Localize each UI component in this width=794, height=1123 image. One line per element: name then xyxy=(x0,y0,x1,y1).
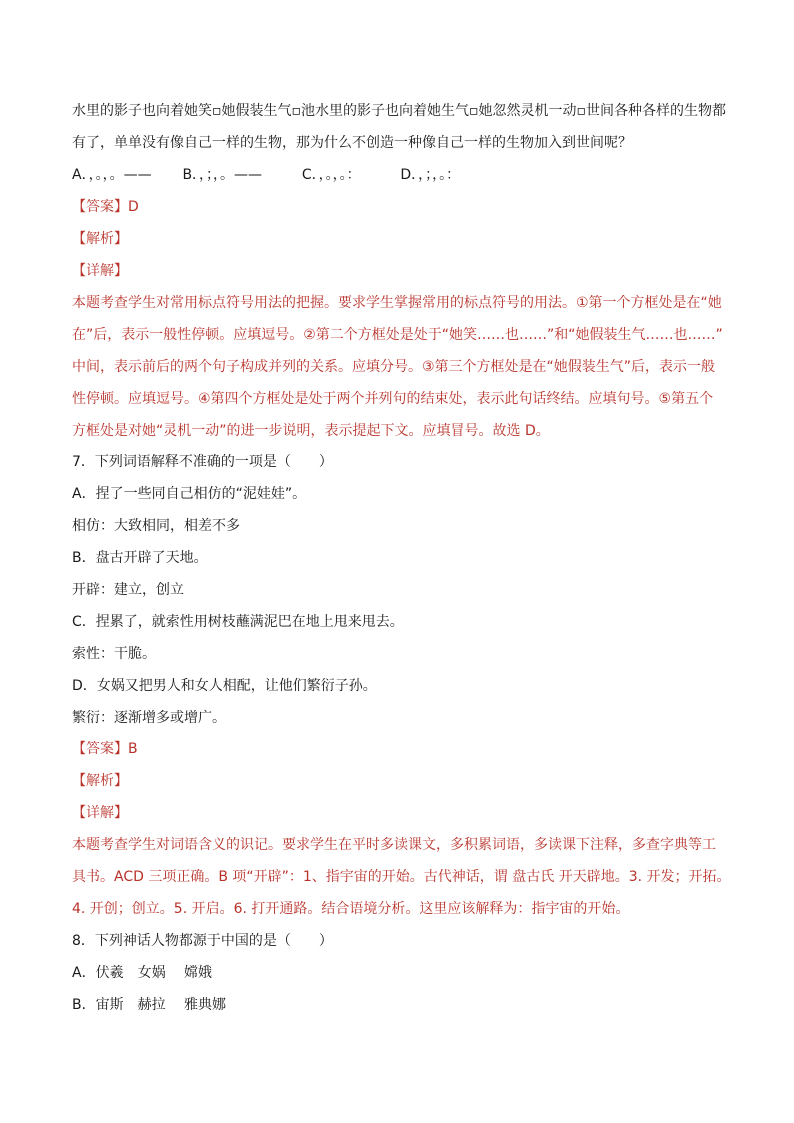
q6-answer: 【答案】D xyxy=(72,199,139,215)
q6-option-a: A．，。，。—— xyxy=(72,167,152,183)
q7-gloss-a: 相仿：大致相同，相差不多 xyxy=(72,518,240,534)
q7-option-b: B．盘古开辟了天地。 xyxy=(72,550,208,566)
q7-detail-line-1: 本题考查学生对词语含义的识记。要求学生在平时多读课文，多积累词语，多读课下注释，多查字典等工 xyxy=(72,837,716,853)
q7-option-a: A．捏了一些同自己相仿的“泥娃娃”。 xyxy=(72,486,307,502)
q8-option-a: A．伏羲 女娲 嫦娥 xyxy=(72,965,213,981)
q6-detail-line-1: 本题考查学生对常用标点符号用法的把握。要求学生掌握常用的标点符号的用法。①第一个方框处是在“她 xyxy=(72,295,722,311)
q7-option-c: C．捏累了，就索性用树枝蘸满泥巴在地上甩来甩去。 xyxy=(72,614,404,630)
q7-answer: 【答案】B xyxy=(72,741,138,757)
q7-stem: 7．下列词语解释不准确的一项是（ ） xyxy=(72,454,333,470)
q7-detail-label: 【详解】 xyxy=(72,805,128,821)
q6-detail-line-2: 在”后，表示一般性停顿。应填逗号。②第二个方框处是处于“她笑……也……”和“她假装生气……也……” xyxy=(72,327,723,343)
q8-option-b: B．宙斯 赫拉 雅典娜 xyxy=(72,997,227,1013)
q7-gloss-d: 繁衍：逐渐增多或增广。 xyxy=(72,710,226,726)
q6-text-line-2: 有了，单单没有像自己一样的生物，那为什么不创造一种像自己一样的生物加入到世间呢？ xyxy=(72,135,632,151)
q7-gloss-b: 开辟：建立，创立 xyxy=(72,582,184,598)
q6-text-line-1: 水里的影子也向着她笑▫她假装生气▫池水里的影子也向着她生气▫她忽然灵机一动▫世间各种各样的生物都 xyxy=(72,103,726,119)
q7-gloss-c: 索性：干脆。 xyxy=(72,646,156,662)
q6-option-b: B．，；，。—— xyxy=(182,167,263,183)
q7-option-d: D．女娲又把男人和女人相配，让他们繁衍子孙。 xyxy=(72,678,377,694)
q6-detail-line-3: 中间，表示前后的两个句子构成并列的关系。应填分号。③第三个方框处是在“她假装生气”后，表示一般 xyxy=(72,359,716,375)
q6-detail-label: 【详解】 xyxy=(72,263,128,279)
q6-detail-line-4: 性停顿。应填逗号。④第四个方框处是处于两个并列句的结束处，表示此句话终结。应填句号。⑤第五个 xyxy=(72,391,714,407)
q7-detail-line-2: 具书。ACD 三项正确。B 项“开辟”：1、指宇宙的开始。古代神话，谓 盘古氏 开天辟地。3. 开发；开拓。 xyxy=(72,869,731,885)
q6-options xyxy=(72,165,460,185)
q7-analysis-label: 【解析】 xyxy=(72,773,128,789)
q6-detail-line-5: 方框处是对她“灵机一动”的进一步说明，表示提起下文。应填冒号。故选 D。 xyxy=(72,423,550,439)
q6-analysis-label: 【解析】 xyxy=(72,231,128,247)
q8-stem: 8．下列神话人物都源于中国的是（ ） xyxy=(72,933,333,949)
q7-detail-line-3: 4. 开创；创立。5. 开启。6. 打开通路。结合语境分析。这里应该解释为：指宇宙的开始。 xyxy=(72,901,630,917)
q6-option-d: D．，；，。： xyxy=(400,167,461,183)
q6-option-c: C．，。，。： xyxy=(301,167,361,183)
